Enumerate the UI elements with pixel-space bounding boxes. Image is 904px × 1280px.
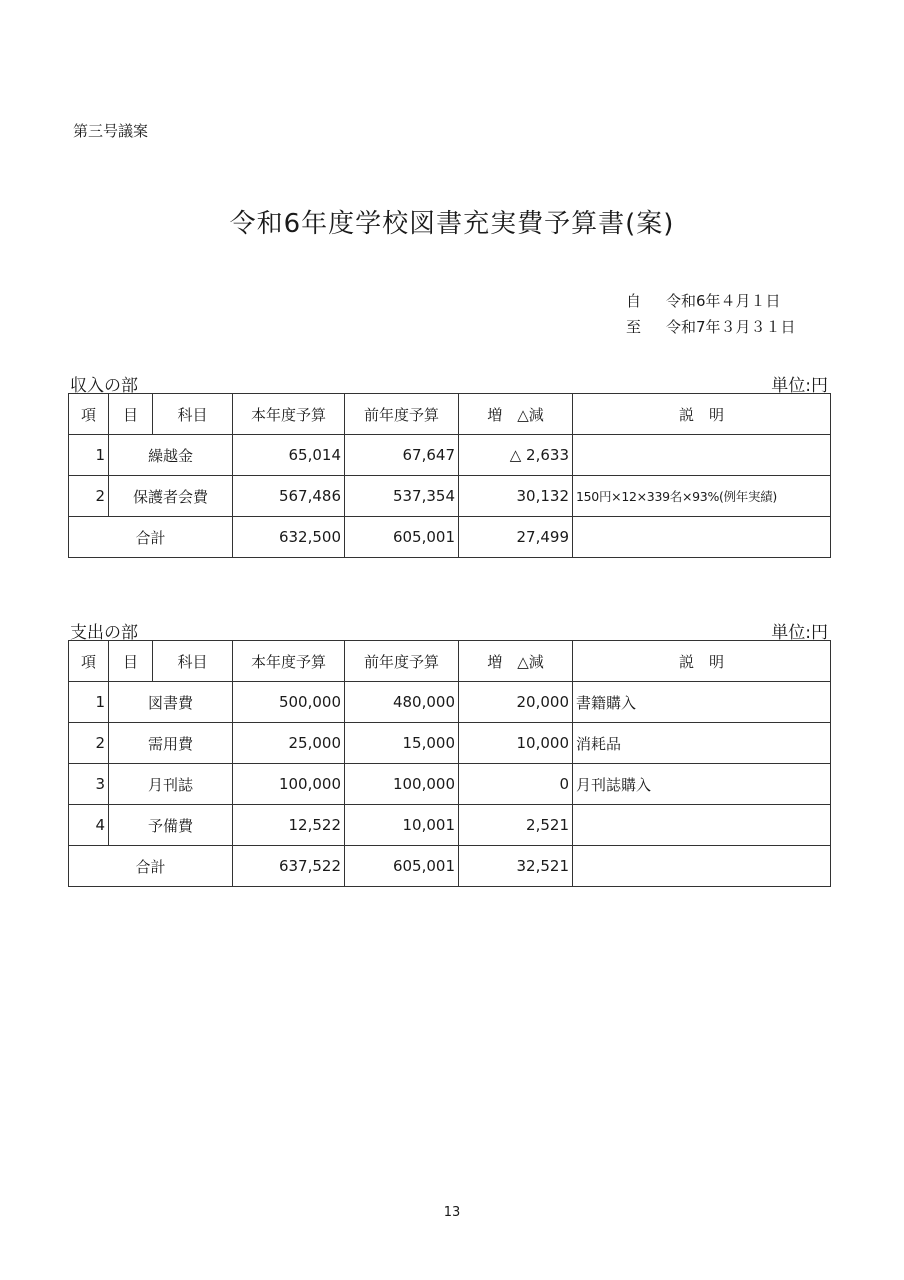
period-from [626,288,796,314]
row-current: 100,000 [233,764,345,805]
row-previous: 15,000 [345,723,459,764]
row-note [573,435,831,476]
header-sub: 目 [109,394,153,435]
expense-section-title: 支出の部 [70,623,138,643]
total-note [573,846,831,887]
row-current: 25,000 [233,723,345,764]
header-previous-budget: 前年度予算 [345,641,459,682]
row-number: 4 [69,805,109,846]
header-previous-budget: 前年度予算 [345,394,459,435]
total-previous: 605,001 [345,517,459,558]
header-diff: 増 △減 [459,641,573,682]
header-current-budget: 本年度予算 [233,394,345,435]
row-note [573,805,831,846]
row-diff: 10,000 [459,723,573,764]
table-row [69,435,831,476]
total-diff: 27,499 [459,517,573,558]
agenda-label: 第三号議案 [73,122,149,140]
header-diff: 増 △減 [459,394,573,435]
row-subject: 需用費 [109,723,233,764]
period-to [626,314,796,340]
table-row [69,682,831,723]
row-previous: 67,647 [345,435,459,476]
row-previous: 10,001 [345,805,459,846]
row-note: 書籍購入 [573,682,831,723]
expense-header-row [69,641,831,682]
header-subject: 科目 [153,641,233,682]
table-row [69,764,831,805]
header-current-budget: 本年度予算 [233,641,345,682]
expense-table [68,640,831,887]
income-unit-label: 単位:円 [771,376,828,396]
total-label: 合計 [69,517,233,558]
total-current: 637,522 [233,846,345,887]
income-total-row [69,517,831,558]
row-previous: 100,000 [345,764,459,805]
expense-total-row [69,846,831,887]
row-subject: 繰越金 [109,435,233,476]
row-note: 月刊誌購入 [573,764,831,805]
row-current: 567,486 [233,476,345,517]
table-row [69,805,831,846]
income-section-title: 収入の部 [70,376,138,396]
row-number: 3 [69,764,109,805]
row-previous: 537,354 [345,476,459,517]
total-previous: 605,001 [345,846,459,887]
row-current: 12,522 [233,805,345,846]
row-note: 150円×12×339名×93%(例年実績) [573,476,831,517]
row-subject: 月刊誌 [109,764,233,805]
row-number: 1 [69,682,109,723]
row-previous: 480,000 [345,682,459,723]
header-note: 説 明 [573,641,831,682]
header-note: 説 明 [573,394,831,435]
income-header-row [69,394,831,435]
document-title: 令和6年度学校図書充実費予算書(案) [229,209,675,239]
table-row [69,476,831,517]
row-number: 2 [69,476,109,517]
total-diff: 32,521 [459,846,573,887]
header-subject: 科目 [153,394,233,435]
header-item: 項 [69,641,109,682]
row-subject: 保護者会費 [109,476,233,517]
period-to-date: 令和7年３月３１日 [666,318,796,336]
row-current: 500,000 [233,682,345,723]
header-sub: 目 [109,641,153,682]
total-current: 632,500 [233,517,345,558]
total-note [573,517,831,558]
income-table [68,393,831,558]
table-row [69,723,831,764]
row-number: 2 [69,723,109,764]
row-subject: 図書費 [109,682,233,723]
row-diff: 0 [459,764,573,805]
row-diff: △ 2,633 [459,435,573,476]
row-current: 65,014 [233,435,345,476]
row-subject: 予備費 [109,805,233,846]
period-from-date: 令和6年４月１日 [666,292,781,310]
period-from-label: 自 [626,292,642,310]
row-diff: 30,132 [459,476,573,517]
row-diff: 2,521 [459,805,573,846]
total-label: 合計 [69,846,233,887]
row-number: 1 [69,435,109,476]
budget-period [626,288,796,340]
expense-unit-label: 単位:円 [771,623,828,643]
header-item: 項 [69,394,109,435]
period-to-label: 至 [626,318,642,336]
row-note: 消耗品 [573,723,831,764]
page-number: 13 [443,1205,461,1220]
row-diff: 20,000 [459,682,573,723]
